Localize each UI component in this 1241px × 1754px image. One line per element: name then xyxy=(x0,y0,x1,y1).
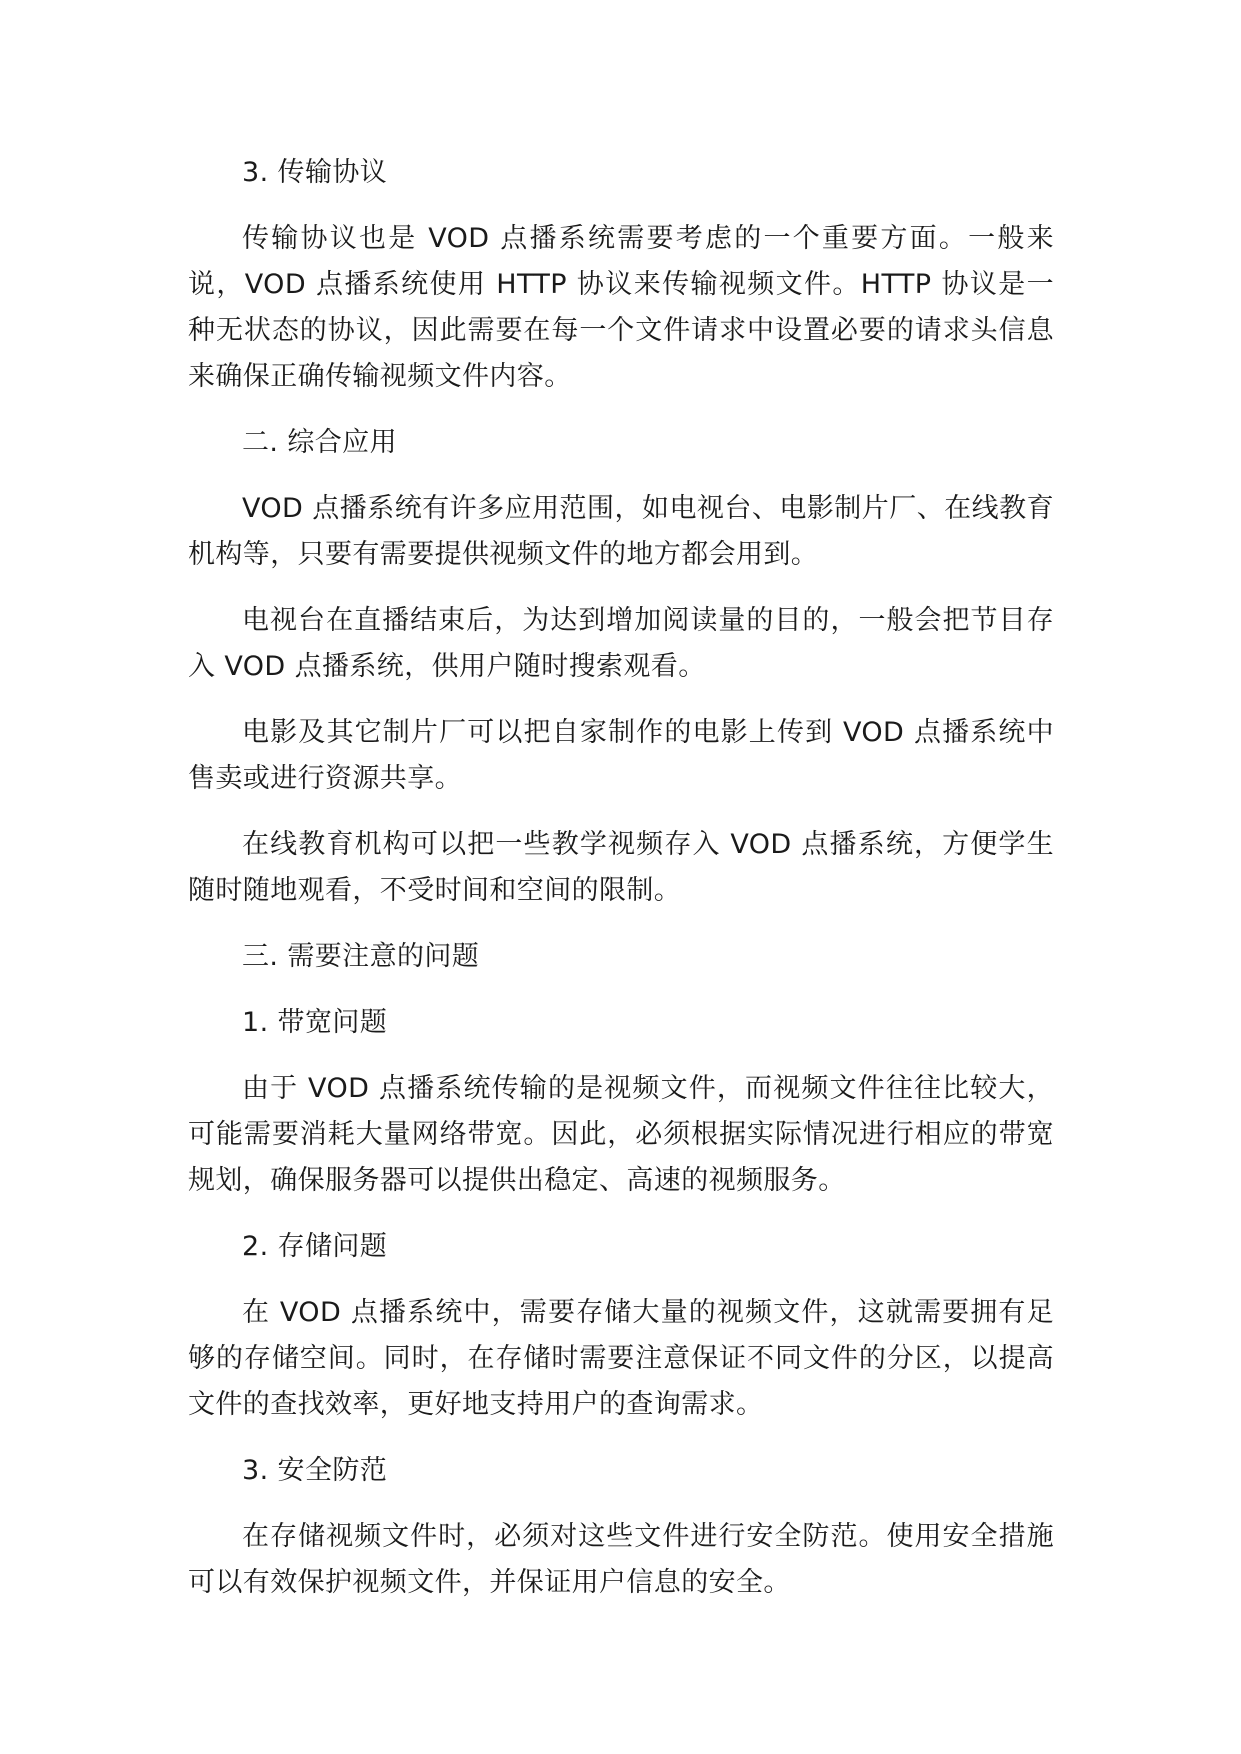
paragraph-tv-stations: 电视台在直播结束后，为达到增加阅读量的目的，一般会把节目存入 VOD 点播系统，供用户随时搜索观看。 xyxy=(188,605,1054,682)
section-heading-applications: 二. 综合应用 xyxy=(242,427,397,458)
paragraph-transport-protocol: 传输协议也是 VOD 点播系统需要考虑的一个重要方面。一般来说，VOD 点播系统使用 HTTP 协议来传输视频文件。HTTP 协议是一种无状态的协议，因此需要在每一个文件请求中设置必要的请求头信息来确保正确传输视频文件内容。 xyxy=(188,223,1054,392)
paragraph-security: 在存储视频文件时，必须对这些文件进行安全防范。使用安全措施可以有效保护视频文件，并保证用户信息的安全。 xyxy=(188,1521,1054,1598)
subheading-security: 3. 安全防范 xyxy=(242,1455,388,1486)
paragraph-storage: 在 VOD 点播系统中，需要存储大量的视频文件，这就需要拥有足够的存储空间。同时，在存储时需要注意保证不同文件的分区，以提高文件的查找效率，更好地支持用户的查询需求。 xyxy=(188,1297,1054,1420)
subheading-bandwidth: 1. 带宽问题 xyxy=(242,1007,388,1038)
document-body xyxy=(188,150,1054,1626)
paragraph-bandwidth: 由于 VOD 点播系统传输的是视频文件，而视频文件往往比较大，可能需要消耗大量网络带宽。因此，必须根据实际情况进行相应的带宽规划，确保服务器可以提供出稳定、高速的视频服务。 xyxy=(188,1073,1054,1196)
paragraph-applications-scope: VOD 点播系统有许多应用范围，如电视台、电影制片厂、在线教育机构等，只要有需要提供视频文件的地方都会用到。 xyxy=(188,493,1054,570)
paragraph-film-studios: 电影及其它制片厂可以把自家制作的电影上传到 VOD 点播系统中售卖或进行资源共享。 xyxy=(188,717,1054,794)
section-heading-transport-protocol: 3. 传输协议 xyxy=(242,157,388,188)
paragraph-online-education: 在线教育机构可以把一些教学视频存入 VOD 点播系统，方便学生随时随地观看，不受时间和空间的限制。 xyxy=(188,829,1054,906)
section-heading-issues: 三. 需要注意的问题 xyxy=(242,941,480,972)
subheading-storage: 2. 存储问题 xyxy=(242,1231,388,1262)
